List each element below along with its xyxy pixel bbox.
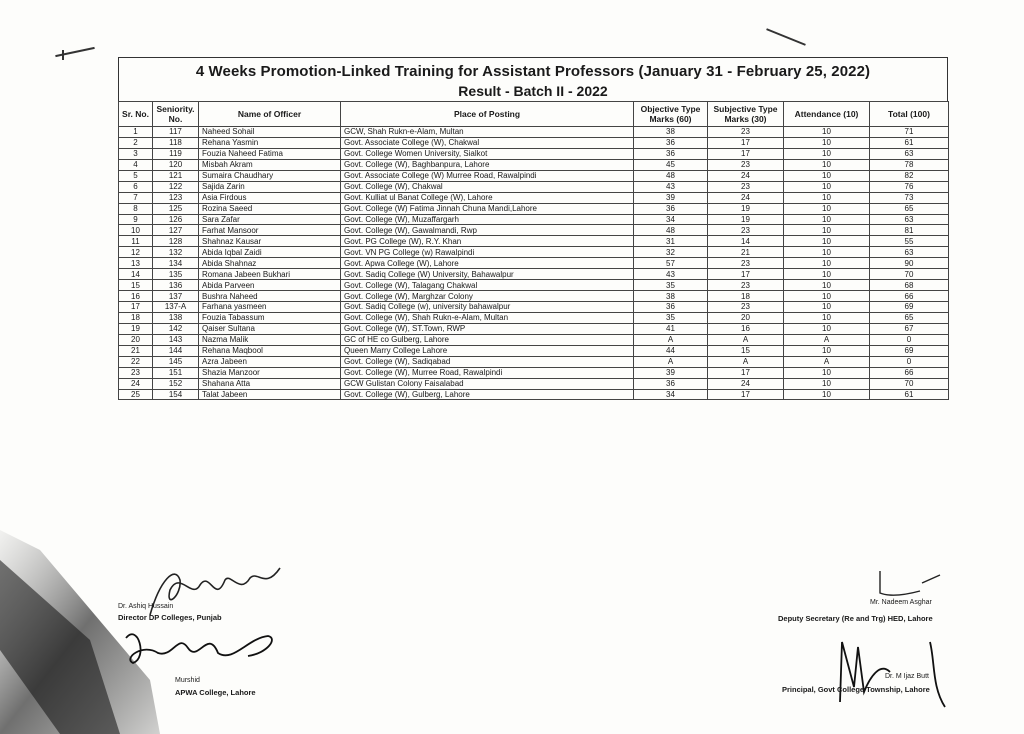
table-cell: 10 (784, 312, 870, 323)
table-cell: 14 (708, 236, 784, 247)
table-cell: 38 (634, 127, 708, 138)
column-header: Objective Type Marks (60) (634, 102, 708, 127)
table-cell: 10 (784, 302, 870, 313)
table-cell: Govt. College (W), Chakwal (341, 181, 634, 192)
table-row (119, 148, 949, 159)
table-cell: Sara Zafar (199, 214, 341, 225)
table-row (119, 334, 949, 345)
table-row (119, 214, 949, 225)
results-table (118, 101, 949, 400)
table-cell: 10 (784, 389, 870, 400)
table-cell: Govt. College Women University, Sialkot (341, 148, 634, 159)
table-cell: 63 (870, 148, 949, 159)
pen-mark (766, 28, 806, 46)
table-cell: 18 (119, 312, 153, 323)
table-row (119, 356, 949, 367)
table-cell: GCW Gulistan Colony Faisalabad (341, 378, 634, 389)
table-cell: 134 (153, 258, 199, 269)
column-header: Total (100) (870, 102, 949, 127)
column-header: Seniority. No. (153, 102, 199, 127)
right-bottom-signatory-name: Dr. M Ijaz Butt (885, 673, 929, 680)
table-cell: 69 (870, 302, 949, 313)
table-cell: 38 (634, 291, 708, 302)
table-cell: 15 (119, 280, 153, 291)
table-row (119, 159, 949, 170)
table-cell: 71 (870, 127, 949, 138)
column-header: Place of Posting (341, 102, 634, 127)
table-row (119, 247, 949, 258)
table-cell: 70 (870, 378, 949, 389)
table-cell: Govt. College (W) Fatima Jinnah Chuna Mandi,Lahore (341, 203, 634, 214)
table-cell: 126 (153, 214, 199, 225)
table-cell: 10 (784, 214, 870, 225)
table-cell: 10 (784, 247, 870, 258)
table-row (119, 192, 949, 203)
table-row (119, 323, 949, 334)
table-cell: 19 (119, 323, 153, 334)
table-row (119, 258, 949, 269)
table-cell: 24 (708, 170, 784, 181)
table-row (119, 225, 949, 236)
table-cell: 138 (153, 312, 199, 323)
table-cell: Rehana Maqbool (199, 345, 341, 356)
left-bottom-signatory-title: APWA College, Lahore (175, 688, 256, 697)
table-cell: GCW, Shah Rukn-e-Alam, Multan (341, 127, 634, 138)
table-row (119, 280, 949, 291)
table-cell: 117 (153, 127, 199, 138)
table-cell: 34 (634, 389, 708, 400)
table-cell: Govt. Associate College (W), Chakwal (341, 137, 634, 148)
table-cell: 35 (634, 280, 708, 291)
table-cell: 65 (870, 203, 949, 214)
table-cell: 63 (870, 214, 949, 225)
table-cell: Fouzia Naheed Fatima (199, 148, 341, 159)
table-cell: 5 (119, 170, 153, 181)
table-cell: 23 (708, 225, 784, 236)
table-cell: A (634, 356, 708, 367)
table-cell: 9 (119, 214, 153, 225)
table-cell: 55 (870, 236, 949, 247)
table-cell: 21 (708, 247, 784, 258)
table-cell: 10 (784, 291, 870, 302)
table-cell: 120 (153, 159, 199, 170)
table-cell: 17 (708, 269, 784, 280)
table-cell: 23 (708, 127, 784, 138)
table-cell: 76 (870, 181, 949, 192)
table-row (119, 137, 949, 148)
table-cell: 20 (119, 334, 153, 345)
table-cell: 35 (634, 312, 708, 323)
table-cell: 41 (634, 323, 708, 334)
table-cell: 154 (153, 389, 199, 400)
table-cell: 61 (870, 137, 949, 148)
table-cell: 44 (634, 345, 708, 356)
table-cell: 10 (784, 225, 870, 236)
table-cell: 23 (708, 159, 784, 170)
table-cell: A (784, 334, 870, 345)
table-cell: Sajida Zarin (199, 181, 341, 192)
table-cell: Queen Marry College Lahore (341, 345, 634, 356)
table-cell: 128 (153, 236, 199, 247)
table-cell: 34 (634, 214, 708, 225)
table-cell: 24 (708, 192, 784, 203)
table-cell: 10 (784, 203, 870, 214)
table-cell: 122 (153, 181, 199, 192)
signature-right-top (860, 565, 950, 601)
table-cell: 20 (708, 312, 784, 323)
table-cell: 10 (784, 236, 870, 247)
table-cell: 36 (634, 148, 708, 159)
table-cell: 10 (784, 137, 870, 148)
table-cell: 22 (119, 356, 153, 367)
table-cell: 48 (634, 170, 708, 181)
table-cell: Abida Shahnaz (199, 258, 341, 269)
table-row (119, 170, 949, 181)
table-row (119, 345, 949, 356)
table-cell: 151 (153, 367, 199, 378)
table-cell: 23 (708, 181, 784, 192)
table-cell: Govt. College (W), Marghzar Colony (341, 291, 634, 302)
table-cell: Shahana Atta (199, 378, 341, 389)
table-cell: 10 (784, 345, 870, 356)
table-cell: 3 (119, 148, 153, 159)
table-cell: 8 (119, 203, 153, 214)
table-cell: 73 (870, 192, 949, 203)
table-cell: 0 (870, 334, 949, 345)
table-cell: 43 (634, 181, 708, 192)
table-cell: Misbah Akram (199, 159, 341, 170)
signature-left-bottom (118, 618, 288, 678)
table-cell: 16 (119, 291, 153, 302)
column-header: Name of Officer (199, 102, 341, 127)
table-cell: 6 (119, 181, 153, 192)
table-cell: 127 (153, 225, 199, 236)
table-cell: 19 (708, 214, 784, 225)
table-cell: Rehana Yasmin (199, 137, 341, 148)
table-cell: 143 (153, 334, 199, 345)
table-cell: 66 (870, 291, 949, 302)
table-cell: 12 (119, 247, 153, 258)
table-row (119, 181, 949, 192)
table-cell: 67 (870, 323, 949, 334)
table-header-row (119, 102, 949, 127)
table-row (119, 269, 949, 280)
table-cell: 21 (119, 345, 153, 356)
table-cell: Govt. Apwa College (W), Lahore (341, 258, 634, 269)
table-cell: 17 (708, 148, 784, 159)
table-cell: Fouzia Tabassum (199, 312, 341, 323)
table-cell: Govt. PG College (W), R.Y. Khan (341, 236, 634, 247)
table-cell: Govt. College (W), Muzaffargarh (341, 214, 634, 225)
table-cell: 68 (870, 280, 949, 291)
table-cell: 10 (784, 159, 870, 170)
table-cell: Govt. College (W), Gawalmandi, Rwp (341, 225, 634, 236)
table-row (119, 378, 949, 389)
table-cell: A (634, 334, 708, 345)
table-cell: 63 (870, 247, 949, 258)
table-cell: Govt. College (W), Sadiqabad (341, 356, 634, 367)
right-top-signatory-name: Mr. Nadeem Asghar (870, 599, 932, 606)
table-cell: 11 (119, 236, 153, 247)
table-cell: 57 (634, 258, 708, 269)
document-title: 4 Weeks Promotion-Linked Training for Assistant Professors (January 31 - February 25, 2022) (195, 63, 871, 80)
table-cell: 61 (870, 389, 949, 400)
table-row (119, 312, 949, 323)
table-cell: 10 (784, 280, 870, 291)
pen-mark (62, 50, 64, 60)
table-cell: 119 (153, 148, 199, 159)
table-cell: Romana Jabeen Bukhari (199, 269, 341, 280)
table-cell: 17 (708, 389, 784, 400)
table-cell: 43 (634, 269, 708, 280)
table-cell: 4 (119, 159, 153, 170)
table-cell: 10 (784, 367, 870, 378)
table-row (119, 127, 949, 138)
table-cell: 13 (119, 258, 153, 269)
table-cell: 23 (708, 302, 784, 313)
table-cell: 17 (119, 302, 153, 313)
table-cell: 10 (784, 148, 870, 159)
table-cell: Govt. College (W), ST.Town, RWP (341, 323, 634, 334)
table-cell: 69 (870, 345, 949, 356)
table-row (119, 367, 949, 378)
table-cell: Govt. Kulliat ul Banat College (W), Lahore (341, 192, 634, 203)
table-cell: 18 (708, 291, 784, 302)
table-cell: 10 (784, 269, 870, 280)
table-cell: 24 (708, 378, 784, 389)
table-cell: Talat Jabeen (199, 389, 341, 400)
table-cell: 25 (119, 389, 153, 400)
table-cell: 10 (784, 378, 870, 389)
table-cell: 144 (153, 345, 199, 356)
table-cell: 36 (634, 203, 708, 214)
right-bottom-signatory-title: Principal, Govt College Township, Lahore (782, 685, 930, 694)
table-cell: 17 (708, 367, 784, 378)
table-cell: 1 (119, 127, 153, 138)
table-row (119, 302, 949, 313)
table-cell: 65 (870, 312, 949, 323)
table-cell: A (708, 356, 784, 367)
table-cell: Farhat Mansoor (199, 225, 341, 236)
table-cell: 118 (153, 137, 199, 148)
table-cell: 2 (119, 137, 153, 148)
table-cell: 39 (634, 192, 708, 203)
table-cell: Sumaira Chaudhary (199, 170, 341, 181)
table-cell: 23 (708, 258, 784, 269)
table-cell: 10 (784, 127, 870, 138)
table-row (119, 291, 949, 302)
table-cell: 81 (870, 225, 949, 236)
table-cell: Rozina Saeed (199, 203, 341, 214)
table-cell: 7 (119, 192, 153, 203)
table-cell: 31 (634, 236, 708, 247)
table-cell: Abida Iqbal Zaidi (199, 247, 341, 258)
table-cell: Asia Firdous (199, 192, 341, 203)
table-cell: Govt. Associate College (W) Murree Road, Rawalpindi (341, 170, 634, 181)
column-header: Attendance (10) (784, 102, 870, 127)
table-row (119, 203, 949, 214)
table-cell: 24 (119, 378, 153, 389)
table-cell: 23 (708, 280, 784, 291)
left-bottom-signatory-name: Murshid (175, 677, 200, 684)
table-cell: 135 (153, 269, 199, 280)
table-cell: 70 (870, 269, 949, 280)
table-cell: 10 (784, 323, 870, 334)
table-cell: 136 (153, 280, 199, 291)
table-cell: 10 (119, 225, 153, 236)
table-cell: Govt. College (W), Shah Rukn-e-Alam, Multan (341, 312, 634, 323)
table-cell: 121 (153, 170, 199, 181)
table-row (119, 389, 949, 400)
table-cell: A (784, 356, 870, 367)
table-cell: Farhana yasmeen (199, 302, 341, 313)
table-cell: 82 (870, 170, 949, 181)
table-cell: 78 (870, 159, 949, 170)
table-cell: 17 (708, 137, 784, 148)
table-cell: 36 (634, 137, 708, 148)
left-top-signatory-title: Director DP Colleges, Punjab (118, 613, 222, 622)
left-top-signatory-name: Dr. Ashiq Hussain (118, 603, 174, 610)
table-cell: Naheed Sohail (199, 127, 341, 138)
table-cell: 10 (784, 258, 870, 269)
table-cell: 0 (870, 356, 949, 367)
table-cell: A (708, 334, 784, 345)
table-cell: Govt. Sadiq College (W) University, Bahawalpur (341, 269, 634, 280)
table-cell: Govt. College (W), Murree Road, Rawalpindi (341, 367, 634, 378)
table-cell: 19 (708, 203, 784, 214)
table-cell: 32 (634, 247, 708, 258)
table-cell: Shazia Manzoor (199, 367, 341, 378)
table-cell: 23 (119, 367, 153, 378)
table-row (119, 236, 949, 247)
table-cell: 145 (153, 356, 199, 367)
table-cell: Govt. VN PG College (w) Rawalpindi (341, 247, 634, 258)
table-cell: 10 (784, 192, 870, 203)
table-cell: GC of HE co Gulberg, Lahore (341, 334, 634, 345)
table-cell: Govt. Sadiq College (w), university bahawalpur (341, 302, 634, 313)
table-cell: 36 (634, 378, 708, 389)
table-cell: Govt. College (W), Talagang Chakwal (341, 280, 634, 291)
document-subtitle: Result - Batch II - 2022 (458, 83, 608, 99)
table-cell: 142 (153, 323, 199, 334)
table-cell: Bushra Naheed (199, 291, 341, 302)
table-cell: Nazma Malik (199, 334, 341, 345)
title-block (118, 57, 948, 101)
table-cell: 39 (634, 367, 708, 378)
table-cell: 16 (708, 323, 784, 334)
table-cell: 123 (153, 192, 199, 203)
table-cell: Azra Jabeen (199, 356, 341, 367)
column-header: Sr. No. (119, 102, 153, 127)
table-cell: 137-A (153, 302, 199, 313)
table-cell: 10 (784, 170, 870, 181)
column-header: Subjective Type Marks (30) (708, 102, 784, 127)
table-cell: 90 (870, 258, 949, 269)
table-cell: 15 (708, 345, 784, 356)
table-cell: 36 (634, 302, 708, 313)
table-cell: Shahnaz Kausar (199, 236, 341, 247)
table-cell: Govt. College (W), Gulberg, Lahore (341, 389, 634, 400)
table-cell: 152 (153, 378, 199, 389)
table-cell: 125 (153, 203, 199, 214)
result-sheet (118, 57, 948, 400)
table-cell: 14 (119, 269, 153, 280)
table-cell: 66 (870, 367, 949, 378)
table-cell: 45 (634, 159, 708, 170)
table-cell: Qaiser Sultana (199, 323, 341, 334)
table-cell: 132 (153, 247, 199, 258)
signature-right-bottom (820, 632, 970, 712)
table-cell: Govt. College (W), Baghbanpura, Lahore (341, 159, 634, 170)
table-cell: 10 (784, 181, 870, 192)
right-top-signatory-title: Deputy Secretary (Re and Trg) HED, Lahore (778, 614, 933, 623)
table-cell: Abida Parveen (199, 280, 341, 291)
table-cell: 137 (153, 291, 199, 302)
table-cell: 48 (634, 225, 708, 236)
